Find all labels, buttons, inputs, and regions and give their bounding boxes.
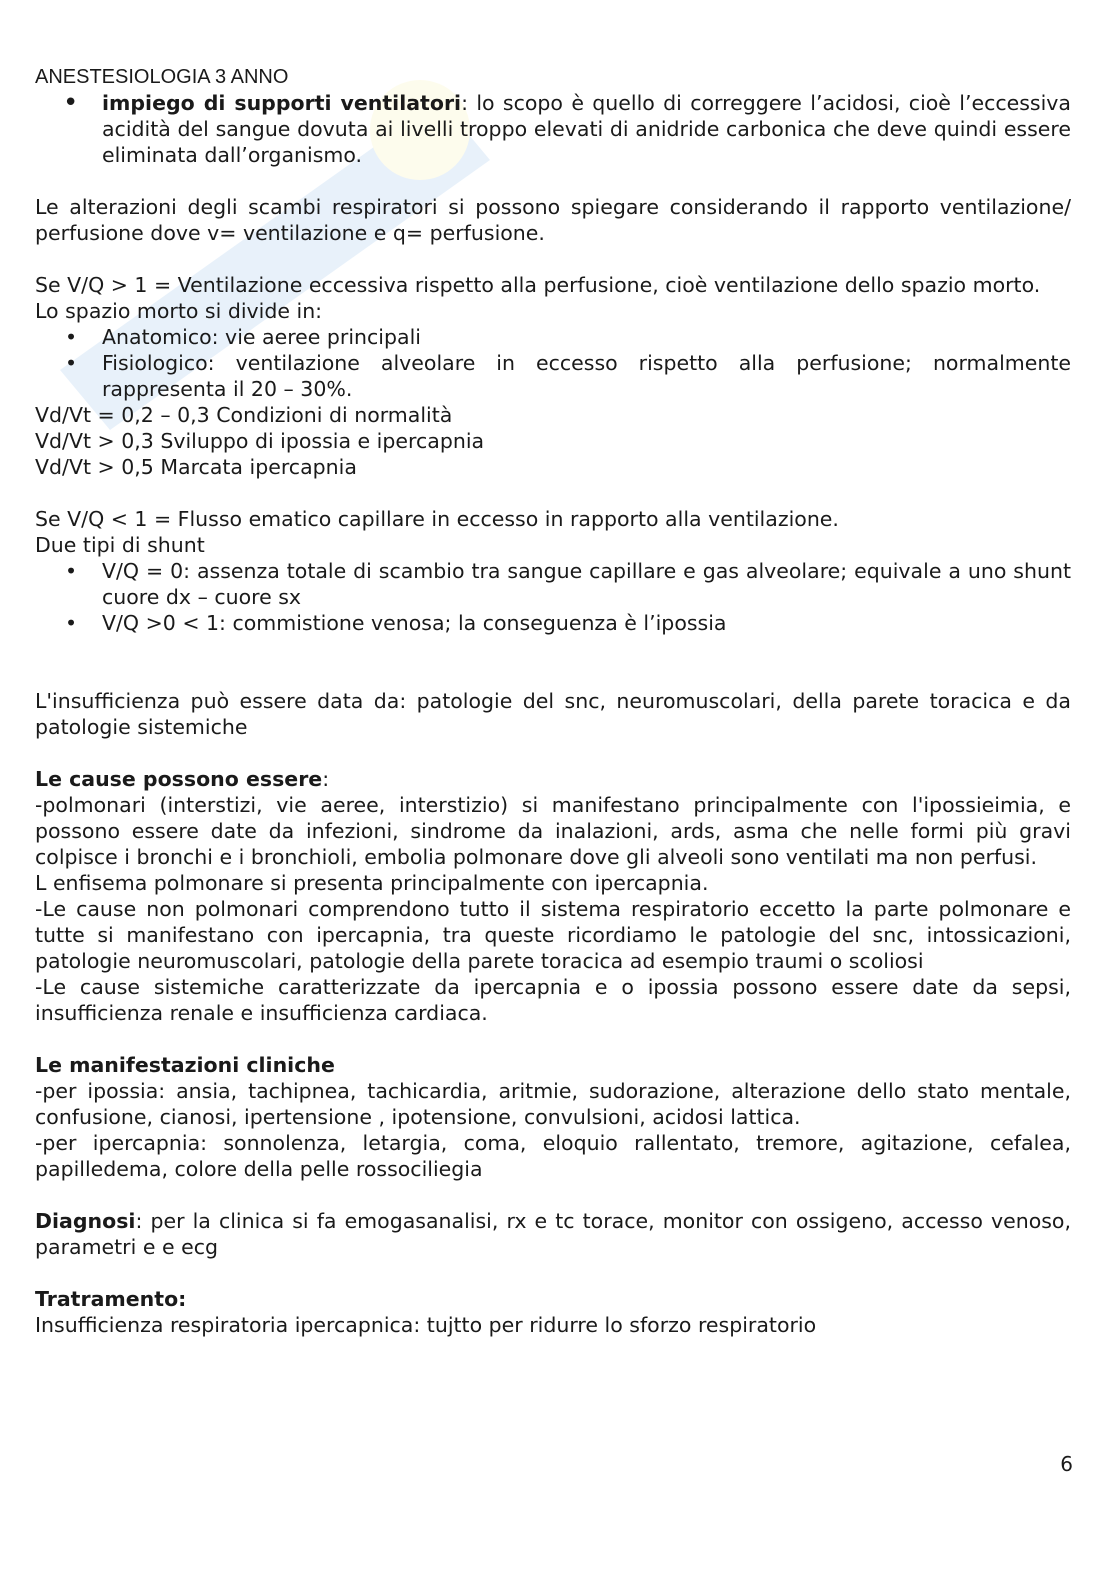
manifestazioni-heading (35, 1052, 1071, 1078)
manifestazioni-title: Le manifestazioni cliniche (35, 1053, 335, 1077)
bullet-icon: • (63, 88, 79, 118)
cause-heading (35, 766, 1071, 792)
cause-title: Le cause possono essere (35, 767, 323, 791)
dead-space-list (35, 324, 1071, 402)
bullet-text: : lo scopo è quello di correggere l’acidosi, cioè l’eccessiva acidità del sangue dovuta ai livelli troppo elevati di anidride carbonica che deve quindi essere eliminata dall’organismo. (102, 91, 1071, 167)
bold-term: impiego di supporti ventilatori (102, 91, 462, 115)
vdvt-line: Vd/Vt > 0,3 Sviluppo di ipossia e ipercapnia (35, 429, 485, 453)
diagnosi-text: : per la clinica si fa emogasanalisi, rx e tc torace, monitor con ossigeno, accesso venoso, parametri e e ecg (35, 1209, 1071, 1259)
dead-space-intro: Lo spazio morto si divide in: (35, 299, 323, 323)
shunt-intro: Due tipi di shunt (35, 533, 205, 557)
vdvt-line: Vd/Vt = 0,2 – 0,3 Condizioni di normalità (35, 403, 453, 427)
top-bullet-list (35, 90, 1071, 168)
list-item-text: Fisiologico: ventilazione alveolare in eccesso rispetto alla perfusione; normalmente rappresenta il 20 – 30%. (102, 351, 1071, 401)
document-header: ANESTESIOLOGIA 3 ANNO (35, 66, 289, 88)
bullet-icon: • (65, 559, 78, 583)
vdvt-line: Vd/Vt > 0,5 Marcata ipercapnia (35, 455, 357, 479)
cause-paragraph: L enfisema polmonare si presenta principalmente con ipercapnia. (35, 871, 709, 895)
vq-greater-line: Se V/Q > 1 = Ventilazione eccessiva rispetto alla perfusione, cioè ventilazione dello spazio morto. (35, 273, 1041, 297)
shunt-list (35, 558, 1071, 636)
manifestazioni-paragraph: -per ipossia: ansia, tachipnea, tachicardia, aritmie, sudorazione, alterazione dello stato mentale, confusione, cianosi, ipertensione , ipotensione, convulsioni, acidosi lattica. (35, 1079, 1071, 1129)
page-number: 6 (1060, 1452, 1073, 1476)
list-item-text: Anatomico: vie aeree principali (102, 325, 421, 349)
vq-less-line: Se V/Q < 1 = Flusso ematico capillare in eccesso in rapporto alla ventilazione. (35, 507, 839, 531)
diagnosi-title: Diagnosi (35, 1209, 136, 1233)
list-item (35, 350, 1071, 402)
list-item (35, 324, 1071, 350)
list-item-text: V/Q >0 < 1: commistione venosa; la conseguenza è l’ipossia (102, 611, 727, 635)
list-item (35, 558, 1071, 610)
trattamento-heading (35, 1286, 1071, 1312)
bullet-icon: • (65, 325, 78, 349)
list-item (35, 610, 1071, 636)
cause-colon: : (322, 767, 330, 791)
trattamento-title: Tratramento: (35, 1287, 187, 1311)
trattamento-text: Insufficienza respiratoria ipercapnica: tujtto per ridurre lo sforzo respiratorio (35, 1313, 817, 1337)
list-item-text: V/Q = 0: assenza totale di scambio tra sangue capillare e gas alveolare; equivale a uno shunt cuore dx – cuore sx (102, 559, 1071, 609)
bullet-icon: • (65, 611, 78, 635)
cause-paragraph: -Le cause sistemiche caratterizzate da ipercapnia e o ipossia possono essere date da sepsi, insufficienza renale e insufficienza cardiaca. (35, 975, 1071, 1025)
paragraph-alterazioni: Le alterazioni degli scambi respiratori si possono spiegare considerando il rapporto ventilazione/ perfusione dove v= ventilazione e q= perfusione. (35, 195, 1071, 245)
diagnosi-paragraph (35, 1208, 1071, 1260)
list-item (35, 90, 1071, 168)
bullet-icon: • (65, 351, 78, 375)
cause-paragraph: -Le cause non polmonari comprendono tutto il sistema respiratorio eccetto la parte polmonare e tutte si manifestano con ipercapnia, tra queste ricordiamo le patologie del snc, intossicazioni, patologie neuromuscolari, patologie della parete toracica ad esempio traumi o scoliosi (35, 897, 1071, 973)
manifestazioni-paragraph: -per ipercapnia: sonnolenza, letargia, coma, eloquio rallentato, tremore, agitazione, cefalea, papilledema, colore della pelle rossociliegia (35, 1131, 1071, 1181)
document-page (35, 64, 1071, 1338)
paragraph-insufficienza: L'insufficienza può essere data da: patologie del snc, neuromuscolari, della parete toracica e da patologie sistemiche (35, 689, 1071, 739)
cause-paragraph: -polmonari (interstizi, vie aeree, interstizio) si manifestano principalmente con l'ipossieimia, e possono essere date da infezioni, sindrome da inalazioni, ards, asma che nelle formi più gravi colpisce i bronchi e i bronchioli, embolia polmonare dove gli alveoli sono ventilati ma non perfusi. (35, 793, 1071, 869)
